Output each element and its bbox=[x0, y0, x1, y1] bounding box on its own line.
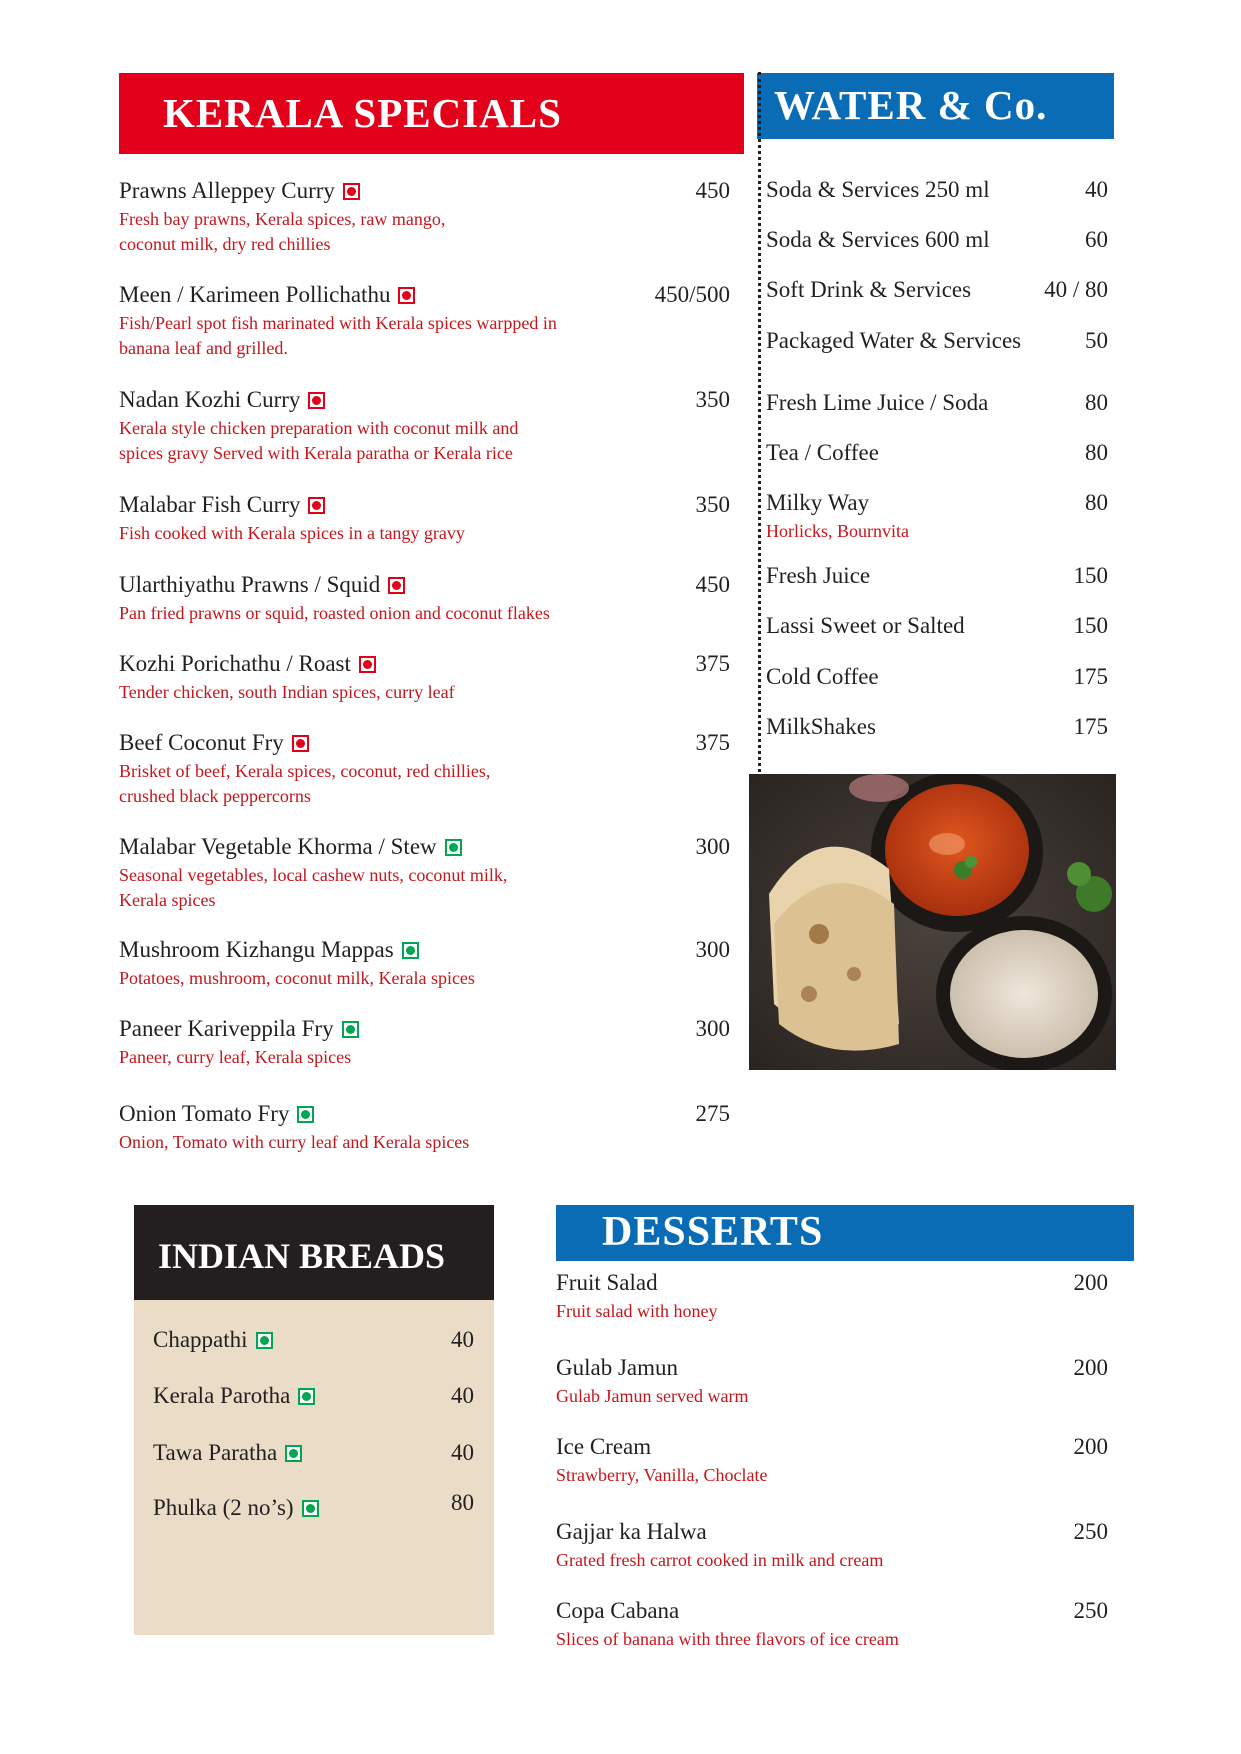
veg-icon bbox=[342, 1021, 359, 1038]
kerala-item-desc-line: Seasonal vegetables, local cashew nuts, coconut milk, bbox=[119, 865, 508, 885]
water-item-price: 150 bbox=[1073, 563, 1108, 588]
kerala-item-desc-line: spices gravy Served with Kerala paratha or Kerala rice bbox=[119, 443, 513, 463]
kerala-item-name: Ularthiyathu Prawns / Squid bbox=[119, 572, 405, 598]
veg-icon bbox=[298, 1388, 315, 1405]
desserts-title: DESSERTS bbox=[602, 1209, 824, 1255]
dessert-item-desc: Grated fresh carrot cooked in milk and cream bbox=[556, 1550, 884, 1570]
water-item-price: 50 bbox=[1085, 328, 1108, 353]
bread-item-name: Kerala Parotha bbox=[153, 1383, 315, 1409]
water-item-name: Tea / Coffee bbox=[766, 440, 879, 465]
water-item-price: 175 bbox=[1073, 664, 1108, 689]
kerala-item-price: 300 bbox=[695, 834, 730, 859]
water-item-price: 80 bbox=[1085, 440, 1108, 465]
kerala-item-name: Paneer Kariveppila Fry bbox=[119, 1016, 359, 1042]
bread-item-price: 40 bbox=[451, 1440, 474, 1465]
kerala-item-desc bbox=[119, 601, 639, 626]
bread-item-price: 40 bbox=[451, 1327, 474, 1352]
kerala-title: KERALA SPECIALS bbox=[163, 90, 562, 136]
kerala-item-desc-line: coconut milk, dry red chillies bbox=[119, 234, 331, 254]
kerala-item-desc-line: Potatoes, mushroom, coconut milk, Kerala spices bbox=[119, 968, 475, 988]
water-item-name: Fresh Juice bbox=[766, 563, 871, 588]
dessert-item-name: Gulab Jamun bbox=[556, 1355, 679, 1380]
water-item-name: Fresh Lime Juice / Soda bbox=[766, 390, 989, 415]
kerala-item-desc bbox=[119, 680, 639, 705]
dessert-item-name: Copa Cabana bbox=[556, 1598, 680, 1623]
nonveg-icon bbox=[292, 735, 309, 752]
water-item-price: 150 bbox=[1073, 613, 1108, 638]
kerala-item-desc bbox=[119, 863, 639, 913]
kerala-item-price: 450 bbox=[695, 572, 730, 597]
breads-title: INDIAN BREADS bbox=[158, 1236, 446, 1276]
kerala-item-desc bbox=[119, 1130, 639, 1155]
water-item-price: 60 bbox=[1085, 227, 1108, 252]
nonveg-icon bbox=[343, 183, 360, 200]
dessert-item-name: Fruit Salad bbox=[556, 1270, 658, 1295]
kerala-item-desc-line: Fish/Pearl spot fish marinated with Kerala spices warpped in bbox=[119, 313, 557, 333]
water-item-desc: Horlicks, Bournvita bbox=[766, 521, 909, 541]
kerala-item-price: 450/500 bbox=[654, 282, 730, 307]
bread-item-price: 80 bbox=[451, 1490, 474, 1515]
kerala-item-name: Meen / Karimeen Pollichathu bbox=[119, 282, 415, 308]
kerala-item-desc bbox=[119, 311, 639, 361]
kerala-item-desc-line: Paneer, curry leaf, Kerala spices bbox=[119, 1047, 352, 1067]
water-title: WATER & Co. bbox=[774, 82, 1048, 128]
water-item-name: Packaged Water & Services bbox=[766, 328, 1022, 353]
dessert-item-desc: Fruit salad with honey bbox=[556, 1301, 718, 1321]
water-item-price: 175 bbox=[1073, 714, 1108, 739]
dessert-item-price: 200 bbox=[1073, 1355, 1108, 1380]
kerala-item-desc bbox=[119, 416, 639, 466]
kerala-item-desc-line: Kerala style chicken preparation with coconut milk and bbox=[119, 418, 519, 438]
kerala-item-desc-line: Fresh bay prawns, Kerala spices, raw mango, bbox=[119, 209, 446, 229]
dessert-item-name: Ice Cream bbox=[556, 1434, 652, 1459]
water-item-price: 80 bbox=[1085, 490, 1108, 515]
dessert-item-desc: Gulab Jamun served warm bbox=[556, 1386, 749, 1406]
desserts-header bbox=[556, 1205, 1134, 1261]
kerala-item-desc-line: Kerala spices bbox=[119, 890, 216, 910]
water-item-price: 80 bbox=[1085, 390, 1108, 415]
kerala-item-desc-line: crushed black peppercorns bbox=[119, 786, 311, 806]
kerala-item-desc bbox=[119, 759, 639, 809]
kerala-item-price: 350 bbox=[695, 387, 730, 412]
kerala-item-name: Kozhi Porichathu / Roast bbox=[119, 651, 376, 677]
nonveg-icon bbox=[359, 656, 376, 673]
kerala-item-desc-line: Pan fried prawns or squid, roasted onion and coconut flakes bbox=[119, 603, 550, 623]
veg-icon bbox=[297, 1106, 314, 1123]
kerala-item-price: 375 bbox=[695, 730, 730, 755]
kerala-item-desc-line: banana leaf and grilled. bbox=[119, 338, 288, 358]
kerala-item-desc-line: Brisket of beef, Kerala spices, coconut, red chillies, bbox=[119, 761, 491, 781]
nonveg-icon bbox=[308, 497, 325, 514]
water-item-name: MilkShakes bbox=[766, 714, 876, 739]
kerala-item-desc bbox=[119, 1045, 639, 1070]
kerala-item-name: Beef Coconut Fry bbox=[119, 730, 309, 756]
water-item-name: Soda & Services 600 ml bbox=[766, 227, 990, 252]
nonveg-icon bbox=[308, 392, 325, 409]
veg-icon bbox=[285, 1445, 302, 1462]
column-divider bbox=[758, 72, 761, 772]
kerala-item-price: 375 bbox=[695, 651, 730, 676]
kerala-item-desc-line: Tender chicken, south Indian spices, curry leaf bbox=[119, 682, 455, 702]
veg-icon bbox=[302, 1500, 319, 1517]
water-item-name: Soda & Services 250 ml bbox=[766, 177, 990, 202]
nonveg-icon bbox=[388, 577, 405, 594]
kerala-item-name: Onion Tomato Fry bbox=[119, 1101, 314, 1127]
veg-icon bbox=[402, 942, 419, 959]
water-item-name: Soft Drink & Services bbox=[766, 277, 972, 302]
kerala-header bbox=[119, 73, 744, 154]
dessert-item-price: 250 bbox=[1073, 1598, 1108, 1623]
kerala-item-desc bbox=[119, 521, 639, 546]
dessert-item-price: 200 bbox=[1073, 1434, 1108, 1459]
veg-icon bbox=[256, 1332, 273, 1349]
kerala-item-name: Mushroom Kizhangu Mappas bbox=[119, 937, 419, 963]
kerala-item-desc-line: Fish cooked with Kerala spices in a tangy gravy bbox=[119, 523, 465, 543]
breads-header bbox=[134, 1205, 494, 1300]
breads-panel bbox=[134, 1205, 494, 1635]
kerala-item-price: 350 bbox=[695, 492, 730, 517]
kerala-item-name: Malabar Fish Curry bbox=[119, 492, 325, 518]
dessert-item-price: 200 bbox=[1073, 1270, 1108, 1295]
kerala-item-price: 450 bbox=[695, 178, 730, 203]
dessert-item-desc: Slices of banana with three flavors of ice cream bbox=[556, 1629, 899, 1649]
water-item-name: Lassi Sweet or Salted bbox=[766, 613, 965, 638]
kerala-item-desc-line: Onion, Tomato with curry leaf and Kerala spices bbox=[119, 1132, 470, 1152]
veg-icon bbox=[445, 839, 462, 856]
bread-item-price: 40 bbox=[451, 1383, 474, 1408]
kerala-item-desc bbox=[119, 966, 639, 991]
bread-item-name: Chappathi bbox=[153, 1327, 273, 1353]
bread-item-name: Tawa Paratha bbox=[153, 1440, 302, 1466]
dessert-item-price: 250 bbox=[1073, 1519, 1108, 1544]
kerala-item-price: 300 bbox=[695, 1016, 730, 1041]
food-photo-art bbox=[749, 774, 1116, 1070]
kerala-item-price: 300 bbox=[695, 937, 730, 962]
water-item-name: Cold Coffee bbox=[766, 664, 879, 689]
dessert-item-name: Gajjar ka Halwa bbox=[556, 1519, 707, 1544]
food-photo bbox=[749, 774, 1116, 1070]
water-item-price: 40 bbox=[1085, 177, 1108, 202]
kerala-item-name: Malabar Vegetable Khorma / Stew bbox=[119, 834, 462, 860]
kerala-item-price: 275 bbox=[695, 1101, 730, 1126]
water-header bbox=[757, 73, 1114, 139]
bread-item-name: Phulka (2 no’s) bbox=[153, 1495, 319, 1521]
water-item-price: 40 / 80 bbox=[1044, 277, 1108, 302]
water-item-name: Milky Way bbox=[766, 490, 870, 515]
dessert-item-desc: Strawberry, Vanilla, Choclate bbox=[556, 1465, 768, 1485]
nonveg-icon bbox=[398, 287, 415, 304]
kerala-item-name: Prawns Alleppey Curry bbox=[119, 178, 360, 204]
kerala-item-desc bbox=[119, 207, 639, 257]
kerala-item-name: Nadan Kozhi Curry bbox=[119, 387, 325, 413]
